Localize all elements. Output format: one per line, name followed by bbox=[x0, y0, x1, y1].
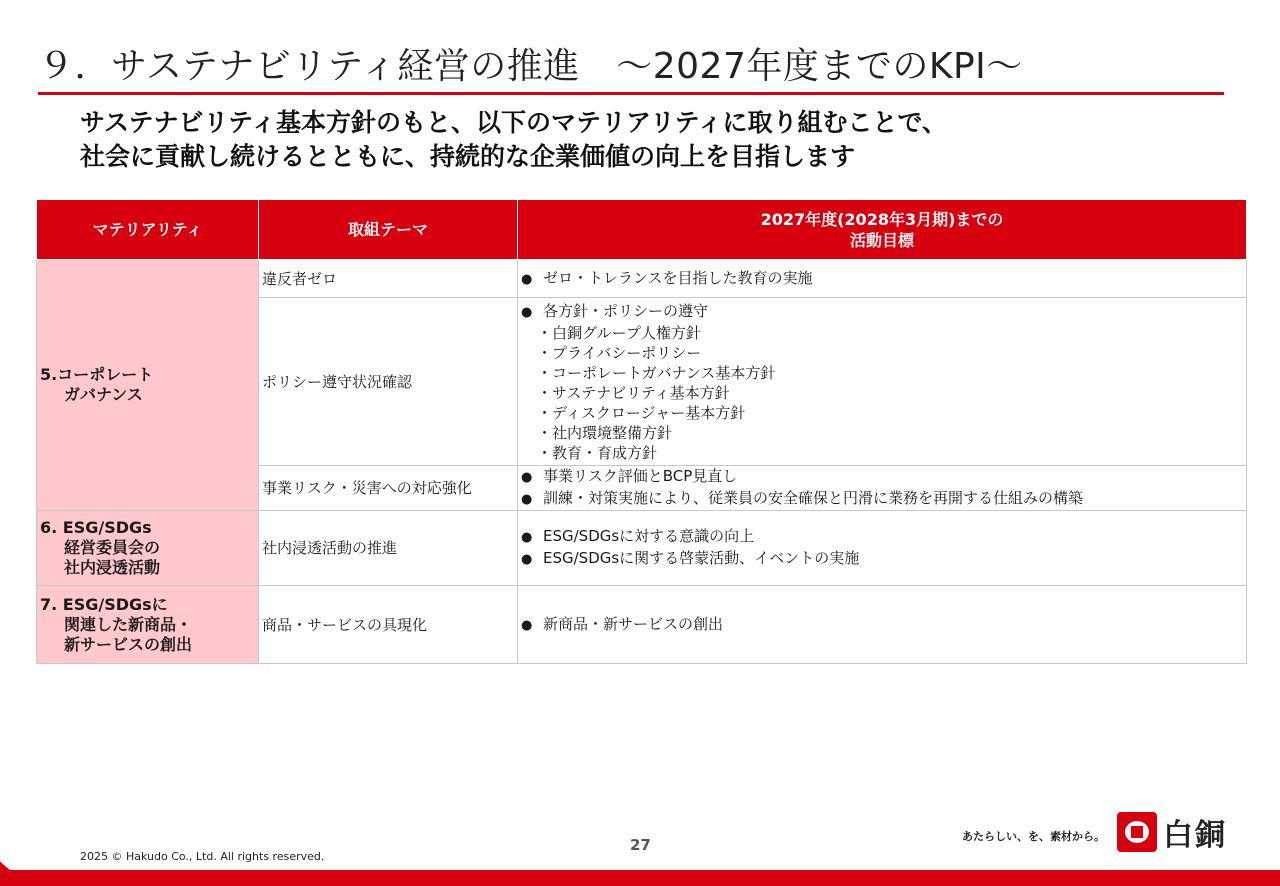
policy-item: ・ 白銅グループ人権方針 bbox=[521, 323, 1243, 343]
goal-item: ● 訓練・対策実施により、従業員の安全確保と円滑に業務を再開する仕組みの構築 bbox=[521, 488, 1243, 510]
copyright: 2025 © Hakudo Co., Ltd. All rights reserved. bbox=[80, 850, 325, 863]
lead-line-2: 社会に貢献し続けるとともに、持続的な企業価値の向上を目指します bbox=[80, 142, 856, 171]
goal-item: ● 事業リスク評価とBCP見直し bbox=[521, 466, 1243, 488]
materiality-cell bbox=[37, 260, 259, 511]
theme-cell: 事業リスク・災害への対応強化 bbox=[259, 466, 518, 511]
goal-cell bbox=[518, 298, 1247, 466]
materiality-line: 新サービスの創出 bbox=[64, 634, 193, 654]
materiality-line: 社内浸透活動 bbox=[64, 558, 161, 577]
materiality-line: 5.コーポレート bbox=[40, 365, 154, 384]
goal-item: ● ゼロ・トレランスを目指した教育の実施 bbox=[521, 268, 1243, 290]
materiality-line: 6. ESG/SDGs bbox=[40, 518, 152, 537]
policy-item: ・ プライバシーポリシー bbox=[521, 343, 1243, 363]
materiality-line: 関連した新商品・ bbox=[64, 614, 193, 634]
table-row bbox=[37, 511, 1247, 586]
policy-item: ・ 教育・育成方針 bbox=[521, 443, 1243, 463]
header-goal-line-1: 2027年度(2028年3月期)までの bbox=[760, 209, 1004, 229]
materiality-cell bbox=[37, 586, 259, 664]
goal-item: ● ESG/SDGsに関する啓蒙活動、イベントの実施 bbox=[521, 548, 1243, 570]
title-rule bbox=[38, 92, 1224, 95]
lead-text bbox=[80, 106, 947, 174]
logo-text: 白銅 bbox=[1163, 818, 1227, 853]
company-logo bbox=[1117, 810, 1227, 854]
table-header-row bbox=[37, 200, 1247, 260]
materiality-line: 経営委員会の bbox=[64, 538, 161, 557]
materiality-cell bbox=[37, 511, 259, 586]
goal-item: ● 各方針・ポリシーの遵守 bbox=[521, 301, 1243, 323]
policy-item: ・ 社内環境整備方針 bbox=[521, 423, 1243, 443]
goal-cell bbox=[518, 466, 1247, 511]
materiality-line: ガバナンス bbox=[64, 385, 143, 404]
logo-mark-icon bbox=[1117, 812, 1157, 852]
lead-line-1: サステナビリティ基本方針のもと、以下のマテリアリティに取り組むことで、 bbox=[80, 108, 948, 137]
policy-item: ・ サステナビリティ基本方針 bbox=[521, 383, 1243, 403]
bottom-bar bbox=[0, 870, 1280, 886]
theme-cell: ポリシー遵守状況確認 bbox=[259, 298, 518, 466]
header-materiality: マテリアリティ bbox=[37, 200, 259, 260]
goal-cell bbox=[518, 511, 1247, 586]
tagline: あたらしい、を、素材から。 bbox=[962, 830, 1105, 843]
header-goal bbox=[518, 200, 1247, 260]
header-goal-line-2: 活動目標 bbox=[849, 230, 914, 250]
slide-title: ９．サステナビリティ経営の推進 ～2027年度までのKPI～ bbox=[38, 46, 1023, 87]
table-row bbox=[37, 260, 1247, 298]
theme-cell: 違反者ゼロ bbox=[259, 260, 518, 298]
kpi-table bbox=[36, 199, 1247, 664]
table-row bbox=[37, 586, 1247, 664]
goal-item: ● ESG/SDGsに対する意識の向上 bbox=[521, 526, 1243, 548]
policy-item: ・ ディスクロージャー基本方針 bbox=[521, 403, 1243, 423]
goal-cell bbox=[518, 260, 1247, 298]
page-number: 27 bbox=[630, 836, 651, 854]
goal-cell bbox=[518, 586, 1247, 664]
header-theme: 取組テーマ bbox=[259, 200, 518, 260]
policy-item: ・ コーポレートガバナンス基本方針 bbox=[521, 363, 1243, 383]
goal-item: ● 新商品・新サービスの創出 bbox=[521, 614, 1243, 636]
theme-cell: 商品・サービスの具現化 bbox=[259, 586, 518, 664]
theme-cell: 社内浸透活動の推進 bbox=[259, 511, 518, 586]
materiality-line: 7. ESG/SDGsに bbox=[40, 594, 168, 614]
